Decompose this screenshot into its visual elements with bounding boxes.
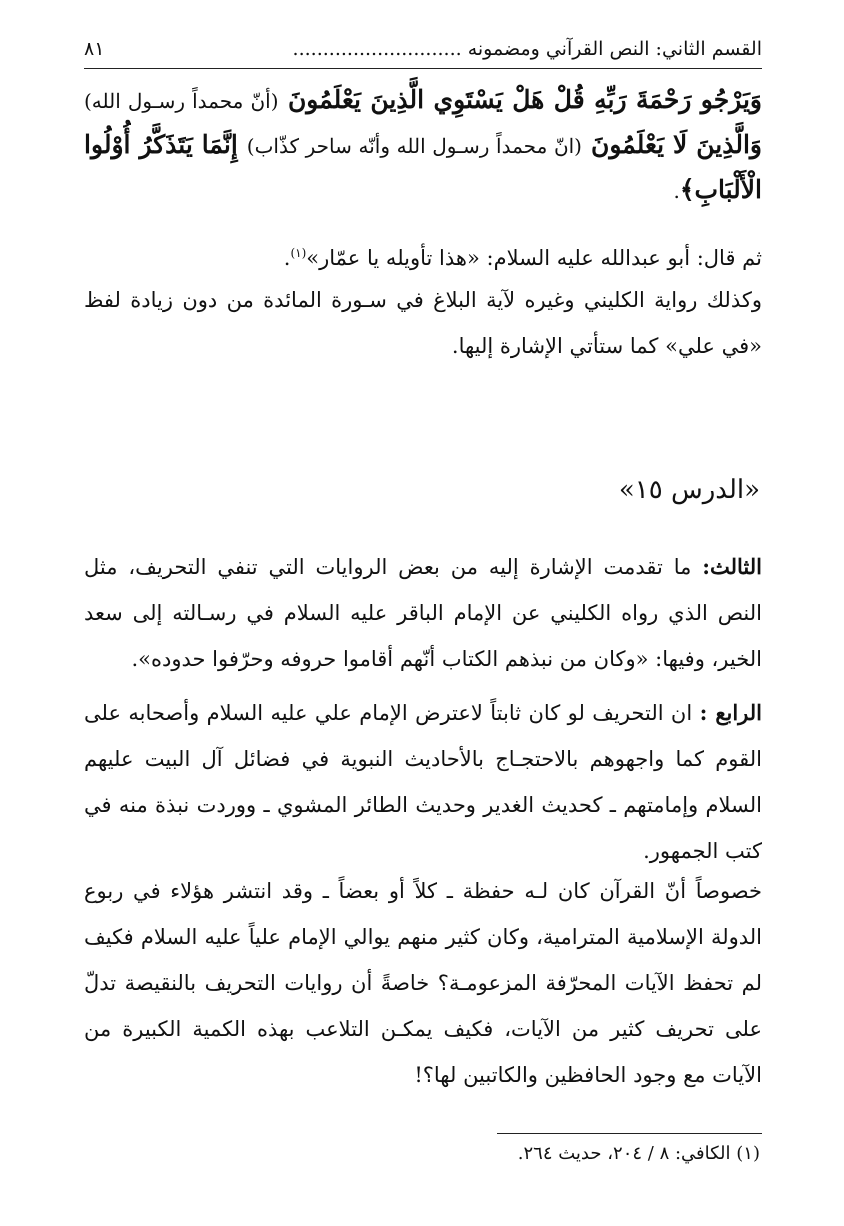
especially-paragraph: خصوصاً أنّ القرآن كان لـه حفظة ـ كلاً أو بعضاً ـ وقد انتشر هؤلاء في ربوع الدولة الإسلامية المترامية، وكان كثير منهم يوالي الإمام علياً عليه السلام فكيف لم تحفظ الآيات المحرّفة المزعومـة؟ خاصةً أن روايات التحريف بالنقيصة تدلّ على تحريف كثير من الآيات، فكيف يمكـن التلاعب بهذه الكمية الكبيرة من الآيات مع وجود الحافظين والكاتبين لها؟! [84,879,762,1087]
imam-saying: ثم قال: أبو عبدالله عليه السلام: «هذا تأويله يا عمّار»$^{(١)}$. [283,246,762,270]
page-header [84,34,762,69]
verse-note-1: (أنّ محمداً رسـول الله) [84,89,279,113]
footnote-ref: (١) [290,246,307,260]
verse-note-2: (انّ محمداً رسـول الله وأنّه ساحر كذّاب) [246,134,582,158]
quran-verse-block [84,78,762,213]
lesson-heading: «الدرس ١٥» [618,475,760,505]
footnote: (١) الكافي: ٨ / ٢٠٤، حديث ٢٦٤. [517,1143,760,1164]
verse-end: . [673,179,680,203]
running-title: القسم الثاني: النص القرآني ومضمونه ............................ [292,38,762,60]
fourth-text: ان التحريف لو كان ثابتاً لاعترض الإمام علي عليه السلام وأصحابه على القوم كما واجهوهم بالاحتجـاج بالأحاديث النبوية في فضائل آل البيت عليهم السلام وإمامتهم ـ كحديث الغدير وحديث الطائر المشوي ـ ووردت نبذة منه في كتب الجمهور. [84,701,762,863]
third-point [84,544,762,682]
verse-part-2: وَالَّذِينَ لَا يَعْلَمُونَ [591,130,762,159]
fourth-label: الرابع : [699,700,762,725]
third-text: ما تقدمت الإشارة إليه من بعض الروايات التي تنفي التحريف، مثل النص الذي رواه الكليني عن الإمام الباقر عليه السلام في رسـالته إلى سعد الخير، وفيها: «وكان من نبذهم الكتاب أنّهم أقاموا حروفه وحرّفوا حدوده». [84,555,762,671]
imam-saying-text: ثم قال: أبو عبدالله عليه السلام: «هذا تأويله يا عمّار» [306,246,762,270]
page-number: ٨١ [84,38,105,60]
footnote-divider [497,1133,762,1134]
verse-part-1: وَيَرْجُو رَحْمَةَ رَبِّهِ قُلْ هَلْ يَسْتَوِي الَّذِينَ يَعْلَمُونَ [287,85,762,114]
kulayni-paragraph: وكذلك رواية الكليني وغيره لآية البلاغ في سـورة المائدة من دون زيادة لفظ «في علي» كما ستأتي الإشارة إليها. [84,288,762,358]
fourth-point [84,690,762,874]
verse-part-3: إِنَّمَا يَتَذَكَّرُ أُوْلُوا الْأَلْبَابِ﴾ [84,130,762,204]
third-label: الثالث: [702,554,762,579]
